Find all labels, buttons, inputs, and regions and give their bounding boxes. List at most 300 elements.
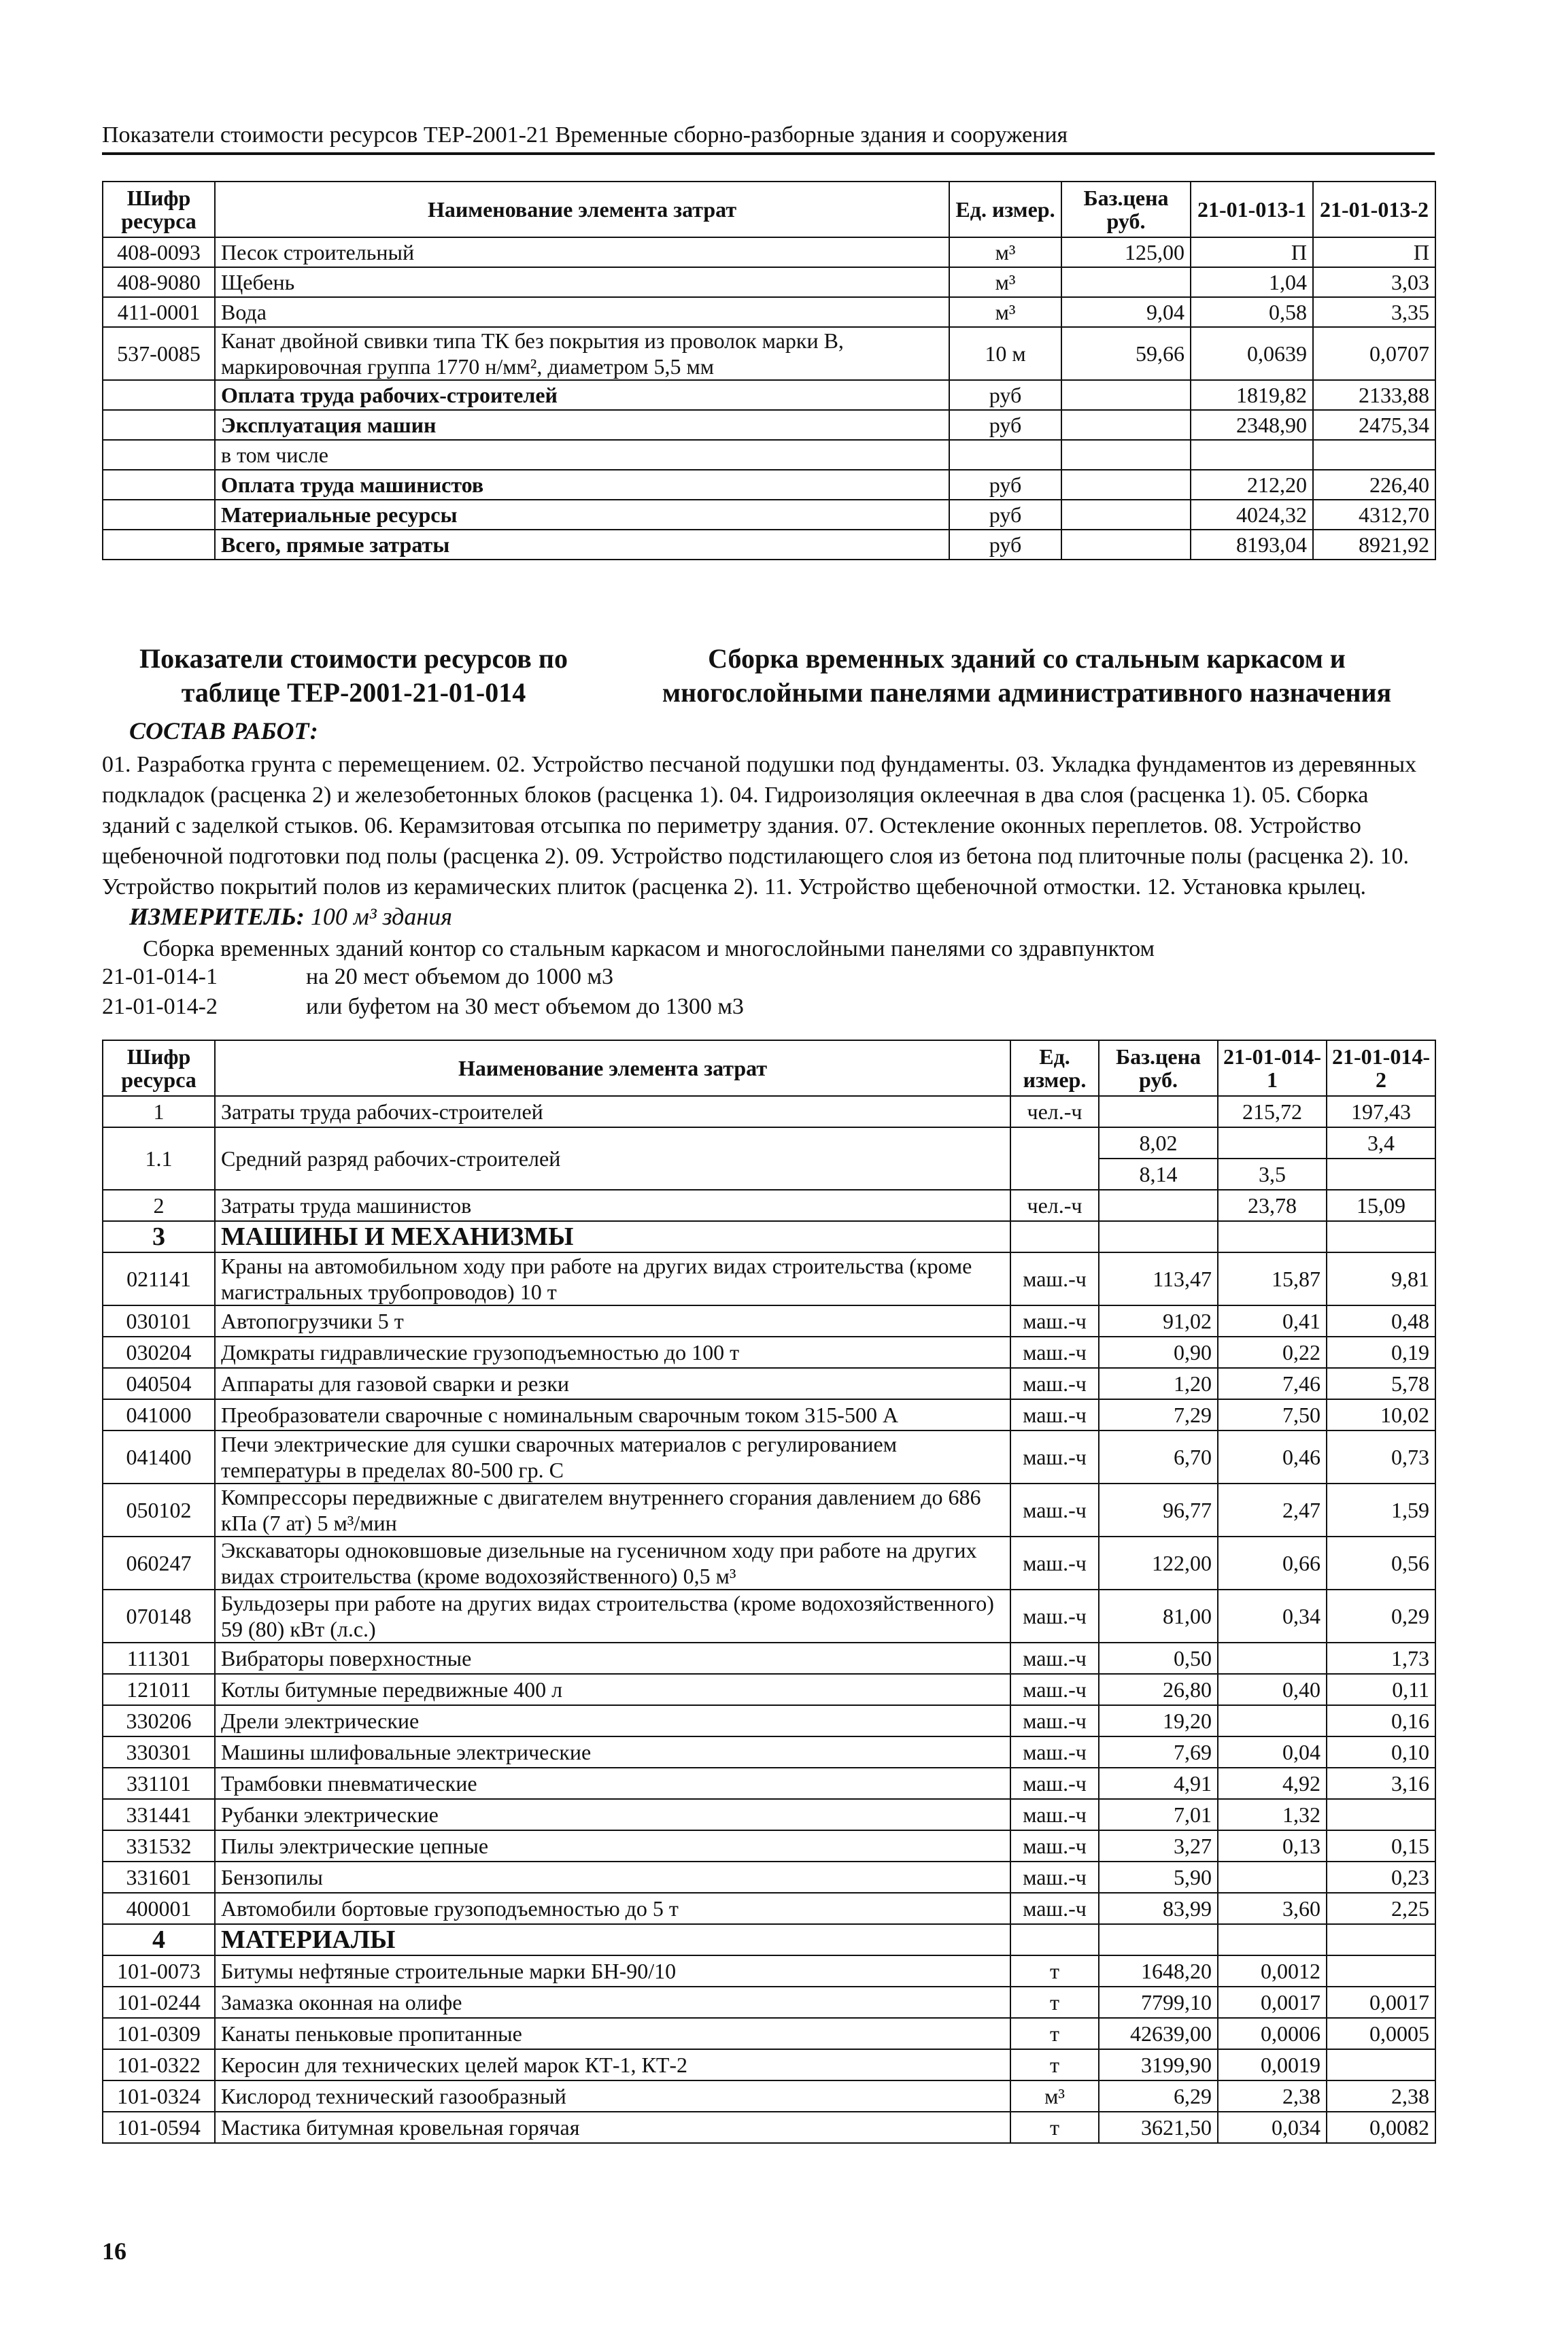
cell-name: Краны на автомобильном ходу при работе на других видах строительства (кроме магистральных трубопроводов) 10 т: [215, 1252, 1010, 1305]
cell-v2: 0,0707: [1313, 327, 1435, 380]
cell-price: [1061, 500, 1191, 530]
col-header-price: Баз.цена руб.: [1061, 182, 1191, 237]
cell-price: 0,50: [1099, 1643, 1218, 1674]
cell-name: Затраты труда машинистов: [215, 1190, 1010, 1221]
cell-code: 101-0322: [103, 2049, 215, 2080]
col-header-code: Шифр ресурса: [103, 182, 215, 237]
cell-v2: 0,73: [1327, 1430, 1435, 1484]
cell-code: [103, 380, 215, 410]
table-row: [103, 2049, 1435, 2080]
cell-v2: 0,23: [1327, 1862, 1435, 1893]
table-row: [103, 1368, 1435, 1399]
variant-2: [102, 992, 1435, 1022]
cell-code: 060247: [103, 1537, 215, 1590]
section-title: [102, 642, 1435, 710]
cell-price: [1061, 410, 1191, 440]
table-row: [103, 1674, 1435, 1705]
cell-unit: т: [1010, 2112, 1099, 2143]
cell-v1: 0,0639: [1191, 327, 1313, 380]
cell-unit: т: [1010, 1955, 1099, 1987]
cell-v2: 3,35: [1313, 297, 1435, 327]
cell-value: 8,02: [1099, 1127, 1218, 1159]
cell-unit: 10 м: [949, 327, 1061, 380]
meter-label: ИЗМЕРИТЕЛЬ:: [129, 903, 305, 930]
table-row: [103, 1305, 1435, 1337]
table-row: [103, 500, 1435, 530]
cell-v2: 0,56: [1327, 1537, 1435, 1590]
cell-code: [103, 500, 215, 530]
cell-unit: маш.-ч: [1010, 1484, 1099, 1537]
cell-name: Эксплуатация машин: [215, 410, 949, 440]
materials-body: [103, 1955, 1435, 2143]
cell-price: 59,66: [1061, 327, 1191, 380]
cell-price: 1648,20: [1099, 1955, 1218, 1987]
cell-price: 3621,50: [1099, 2112, 1218, 2143]
cell-name: Пилы электрические цепные: [215, 1830, 1010, 1862]
section-materials: [103, 1924, 1435, 1955]
cell-v2: 0,11: [1327, 1674, 1435, 1705]
cell-price: [1099, 1096, 1218, 1127]
cell-code: 050102: [103, 1484, 215, 1537]
cell-empty: [1218, 1924, 1327, 1955]
resource-table-013: [102, 181, 1436, 560]
cell-price: 6,29: [1099, 2080, 1218, 2112]
cell-code: 331101: [103, 1768, 215, 1799]
cell-value: 3,4: [1327, 1127, 1435, 1159]
cell-code: 070148: [103, 1590, 215, 1643]
variant-text: или буфетом на 30 мест объемом до 1300 м3: [306, 994, 744, 1019]
table-row: [103, 1430, 1435, 1484]
cell-v1: 0,58: [1191, 297, 1313, 327]
cell-unit: руб: [949, 470, 1061, 500]
cell-v2: 5,78: [1327, 1368, 1435, 1399]
cell-price: [1061, 470, 1191, 500]
cell-v1: 0,0006: [1218, 2018, 1327, 2049]
cell-v1: 4,92: [1218, 1768, 1327, 1799]
cell-price: [1099, 1190, 1218, 1221]
cell-price: 7,29: [1099, 1399, 1218, 1430]
cell-unit: т: [1010, 1987, 1099, 2018]
table-row: [103, 1987, 1435, 2018]
cell-code: 041400: [103, 1430, 215, 1484]
cell-empty: [1010, 1221, 1099, 1252]
title-left: Показатели стоимости ресурсов по таблице ТЕР-2001-21-01-014: [139, 643, 568, 708]
cell-name: Затраты труда рабочих-строителей: [215, 1096, 1010, 1127]
cell-price: 0,90: [1099, 1337, 1218, 1368]
cell-v2: 10,02: [1327, 1399, 1435, 1430]
cell-name: Битумы нефтяные строительные марки БН-90/10: [215, 1955, 1010, 1987]
cell-v1: 0,66: [1218, 1537, 1327, 1590]
description: Сборка временных зданий контор со стальным каркасом и многослойными панелями со здравпунктом: [143, 936, 1155, 961]
cell-v2: 0,15: [1327, 1830, 1435, 1862]
cell-code: 041000: [103, 1399, 215, 1430]
cell-name: Песок строительный: [215, 237, 949, 267]
cell-v2: 2,38: [1327, 2080, 1435, 2112]
cell-name: Оплата труда рабочих-строителей: [215, 380, 949, 410]
cell-v2: [1313, 440, 1435, 470]
col-header-code: Шифр ресурса: [103, 1040, 215, 1096]
cell-v1: 2,47: [1218, 1484, 1327, 1537]
table-row: [103, 267, 1435, 297]
cell-unit: маш.-ч: [1010, 1337, 1099, 1368]
cell-code: 408-0093: [103, 237, 215, 267]
cell-empty: [1327, 1924, 1435, 1955]
cell-code: 400001: [103, 1893, 215, 1924]
cell-price: 4,91: [1099, 1768, 1218, 1799]
cell-code: [103, 530, 215, 560]
cell-v1: 15,87: [1218, 1252, 1327, 1305]
cell-v2: 9,81: [1327, 1252, 1435, 1305]
table-row: [103, 1830, 1435, 1862]
cell-price: 7,01: [1099, 1799, 1218, 1830]
cell-unit: маш.-ч: [1010, 1252, 1099, 1305]
cell-empty: [1327, 1221, 1435, 1252]
cell-code: [103, 410, 215, 440]
cell-unit: маш.-ч: [1010, 1305, 1099, 1337]
col-header-unit: Ед. измер.: [949, 182, 1061, 237]
cell-code: [103, 440, 215, 470]
cell-unit: руб: [949, 410, 1061, 440]
cell-name: Рубанки электрические: [215, 1799, 1010, 1830]
table-row: [103, 1190, 1435, 1221]
cell-empty: [1327, 1159, 1435, 1190]
cell-name: Вибраторы поверхностные: [215, 1643, 1010, 1674]
cell-v2: 0,48: [1327, 1305, 1435, 1337]
cell-v2: 226,40: [1313, 470, 1435, 500]
cell-code: 4: [103, 1924, 215, 1955]
table-row: [103, 1252, 1435, 1305]
cell-v2: 2475,34: [1313, 410, 1435, 440]
table-row: [103, 1893, 1435, 1924]
cell-name: Всего, прямые затраты: [215, 530, 949, 560]
col-header-name: Наименование элемента затрат: [215, 1040, 1010, 1096]
cell-v2: 2,25: [1327, 1893, 1435, 1924]
cell-code: 030101: [103, 1305, 215, 1337]
cell-name: Средний разряд рабочих-строителей: [215, 1127, 1010, 1190]
cell-empty: [1099, 1221, 1218, 1252]
cell-price: 81,00: [1099, 1590, 1218, 1643]
cell-v1: 0,22: [1218, 1337, 1327, 1368]
table-row: [103, 470, 1435, 500]
cell-v2: 0,16: [1327, 1705, 1435, 1736]
cell-empty: [1010, 1924, 1099, 1955]
cell-unit: [1010, 1127, 1099, 1190]
section-row-materials: [103, 1924, 1435, 1955]
cell-v1: [1191, 440, 1313, 470]
cell-unit: маш.-ч: [1010, 1768, 1099, 1799]
cell-unit: м³: [949, 237, 1061, 267]
cell-name: Домкраты гидравлические грузоподъемностью до 100 т: [215, 1337, 1010, 1368]
cell-code: 411-0001: [103, 297, 215, 327]
page-number: 16: [102, 2238, 126, 2265]
cell-v2: 8921,92: [1313, 530, 1435, 560]
cell-value: 8,14: [1099, 1159, 1218, 1190]
cell-price: 91,02: [1099, 1305, 1218, 1337]
cell-price: 113,47: [1099, 1252, 1218, 1305]
cell-v1: 3,60: [1218, 1893, 1327, 1924]
works-text: 01. Разработка грунта с перемещением. 02. Устройство песчаной подушки под фундаменты. 03. Укладка фундаментов из деревянных подкладок (расценка 2) и железобетонных блоков (расценка 1). 04. Гидроизоляция оклеечная в два слоя (расценка 1). 05. Сборка зданий с заделкой стыков. 06. Керамзитовая отсыпка по периметру здания. 07. Остекление оконных переплетов. 08. Устройство щебеночной подготовки под полы (расценка 2). 09. Устройство подстилающего слоя из бетона под плиточные полы (расценка 2). 10. Устройство покрытий полов из керамических плиток (расценка 2). 11. Устройство щебеночной отмостки. 12. Установка крылец.: [102, 752, 1417, 900]
cell-v2: [1327, 1955, 1435, 1987]
cell-price: [1061, 440, 1191, 470]
works-label: СОСТАВ РАБОТ:: [129, 717, 318, 744]
cell-v1: 7,46: [1218, 1368, 1327, 1399]
cell-v2: П: [1313, 237, 1435, 267]
cell-price: [1061, 530, 1191, 560]
cell-name: Экскаваторы одноковшовые дизельные на гусеничном ходу при работе на других видах строительства (кроме водохозяйственного) 0,5 м³: [215, 1537, 1010, 1590]
meter-line: [129, 902, 1435, 931]
resource-table-014: [102, 1040, 1436, 2144]
cell-name: Трамбовки пневматические: [215, 1768, 1010, 1799]
cell-unit: руб: [949, 500, 1061, 530]
cell-unit: маш.-ч: [1010, 1674, 1099, 1705]
table-row: [103, 2080, 1435, 2112]
cell-unit: т: [1010, 2018, 1099, 2049]
variant-text: на 20 мест объемом до 1000 м3: [306, 964, 614, 989]
cell-unit: м³: [1010, 2080, 1099, 2112]
cell-v1: 1,04: [1191, 267, 1313, 297]
cell-v2: 3,03: [1313, 267, 1435, 297]
cell-name: Автомобили бортовые грузоподъемностью до 5 т: [215, 1893, 1010, 1924]
running-header: Показатели стоимости ресурсов ТЕР-2001-21 Временные сборно-разборные здания и сооружения: [102, 122, 1435, 155]
cell-price: 125,00: [1061, 237, 1191, 267]
meter-value: 100 м³ здания: [310, 903, 452, 930]
cell-unit: маш.-ч: [1010, 1830, 1099, 1862]
table-row: [103, 1590, 1435, 1643]
cell-price: 3199,90: [1099, 2049, 1218, 2080]
cell-price: 96,77: [1099, 1484, 1218, 1537]
cell-unit: маш.-ч: [1010, 1590, 1099, 1643]
col-header-v1: 21-01-013-1: [1191, 182, 1313, 237]
cell-name: Канаты пеньковые пропитанные: [215, 2018, 1010, 2049]
cell-unit: маш.-ч: [1010, 1862, 1099, 1893]
cell-v1: [1218, 1643, 1327, 1674]
cell-v1: [1218, 1862, 1327, 1893]
cell-unit: м³: [949, 267, 1061, 297]
cell-v2: 0,10: [1327, 1736, 1435, 1768]
cell-name: Керосин для технических целей марок КТ-1, КТ-2: [215, 2049, 1010, 2080]
cell-v1: 0,41: [1218, 1305, 1327, 1337]
cell-code: 101-0324: [103, 2080, 215, 2112]
cell-unit: маш.-ч: [1010, 1399, 1099, 1430]
cell-code: 030204: [103, 1337, 215, 1368]
cell-unit: чел.-ч: [1010, 1190, 1099, 1221]
variant-code: 21-01-014-2: [102, 994, 218, 1019]
cell-v2: 0,29: [1327, 1590, 1435, 1643]
table-row: [103, 1705, 1435, 1736]
cell-unit: м³: [949, 297, 1061, 327]
table-row: [103, 2018, 1435, 2049]
table-body: [103, 237, 1435, 560]
cell-code: [103, 470, 215, 500]
table-row: [103, 1643, 1435, 1674]
cell-v1: 0,04: [1218, 1736, 1327, 1768]
cell-name: Компрессоры передвижные с двигателем внутреннего сгорания давлением до 686 кПа (7 ат) 5 м³/мин: [215, 1484, 1010, 1537]
cell-v1: 0,0012: [1218, 1955, 1327, 1987]
cell-name: Канат двойной свивки типа ТК без покрытия из проволок марки В, маркировочная группа 1770 н/мм², диаметром 5,5 мм: [215, 327, 949, 380]
cell-v1: 212,20: [1191, 470, 1313, 500]
table-row: [103, 1127, 1435, 1159]
cell-v2: 15,09: [1327, 1190, 1435, 1221]
cell-v1: 1,32: [1218, 1799, 1327, 1830]
cell-unit: маш.-ч: [1010, 1799, 1099, 1830]
col-header-price: Баз.цена руб.: [1099, 1040, 1218, 1096]
cell-code: 330206: [103, 1705, 215, 1736]
table-row: [103, 380, 1435, 410]
cell-v1: 2348,90: [1191, 410, 1313, 440]
table-header-row: [103, 1040, 1435, 1096]
cell-price: [1061, 267, 1191, 297]
cell-code: 1: [103, 1096, 215, 1127]
cell-price: 9,04: [1061, 297, 1191, 327]
cell-v2: 4312,70: [1313, 500, 1435, 530]
cell-v2: 0,0082: [1327, 2112, 1435, 2143]
cell-v2: [1327, 1799, 1435, 1830]
cell-unit: маш.-ч: [1010, 1736, 1099, 1768]
table-row: [103, 1768, 1435, 1799]
cell-code: 021141: [103, 1252, 215, 1305]
cell-price: 19,20: [1099, 1705, 1218, 1736]
col-header-name: Наименование элемента затрат: [215, 182, 949, 237]
cell-name: Замазка оконная на олифе: [215, 1987, 1010, 2018]
table-row: [103, 327, 1435, 380]
cell-v2: 1,59: [1327, 1484, 1435, 1537]
table-header-row: [103, 182, 1435, 237]
cell-code: 331532: [103, 1830, 215, 1862]
cell-price: 42639,00: [1099, 2018, 1218, 2049]
cell-v1: 1819,82: [1191, 380, 1313, 410]
table-row: [103, 1096, 1435, 1127]
cell-v2: 1,73: [1327, 1643, 1435, 1674]
cell-name: Аппараты для газовой сварки и резки: [215, 1368, 1010, 1399]
cell-unit: маш.-ч: [1010, 1705, 1099, 1736]
table-row: [103, 237, 1435, 267]
cell-v1: 0,13: [1218, 1830, 1327, 1862]
table-row: [103, 1399, 1435, 1430]
cell-unit: [949, 440, 1061, 470]
cell-value: 3,5: [1218, 1159, 1327, 1190]
variant-code: 21-01-014-1: [102, 964, 218, 989]
table-row: [103, 1337, 1435, 1368]
col-header-unit: Ед. измер.: [1010, 1040, 1099, 1096]
cell-name: Преобразователи сварочные с номинальным сварочным током 315-500 А: [215, 1399, 1010, 1430]
cell-name: Дрели электрические: [215, 1705, 1010, 1736]
cell-name: Вода: [215, 297, 949, 327]
table-row: [103, 2112, 1435, 2143]
table-row: [103, 297, 1435, 327]
cell-code: 330301: [103, 1736, 215, 1768]
cell-v1: 0,46: [1218, 1430, 1327, 1484]
table-row: [103, 1736, 1435, 1768]
cell-code: 101-0073: [103, 1955, 215, 1987]
section-row-machines: [103, 1221, 1435, 1252]
cell-unit: маш.-ч: [1010, 1368, 1099, 1399]
variant-1: [102, 962, 1435, 992]
cell-v1: 4024,32: [1191, 500, 1313, 530]
cell-price: 7,69: [1099, 1736, 1218, 1768]
table-row: [103, 530, 1435, 560]
cell-name: в том числе: [215, 440, 949, 470]
cell-code: 2: [103, 1190, 215, 1221]
cell-price: 83,99: [1099, 1893, 1218, 1924]
cell-name: Бульдозеры при работе на других видах строительства (кроме водохозяйственного) 59 (80) кВт (л.с.): [215, 1590, 1010, 1643]
cell-v2: [1327, 2049, 1435, 2080]
cell-v2: 197,43: [1327, 1096, 1435, 1127]
cell-v2: 0,19: [1327, 1337, 1435, 1368]
cell-name: Оплата труда машинистов: [215, 470, 949, 500]
table-row: [103, 1955, 1435, 1987]
cell-name: Печи электрические для сушки сварочных материалов с регулированием температуры в пределах 80-500 гр. С: [215, 1430, 1010, 1484]
cell-name: Мастика битумная кровельная горячая: [215, 2112, 1010, 2143]
cell-unit: маш.-ч: [1010, 1430, 1099, 1484]
table-row: [103, 1484, 1435, 1537]
cell-code: 101-0594: [103, 2112, 215, 2143]
cell-code: 3: [103, 1221, 215, 1252]
cell-name: МАТЕРИАЛЫ: [215, 1924, 1010, 1955]
cell-code: 537-0085: [103, 327, 215, 380]
cell-v1: [1218, 1705, 1327, 1736]
cell-v1: 7,50: [1218, 1399, 1327, 1430]
cell-unit: маш.-ч: [1010, 1893, 1099, 1924]
table-body: [103, 1096, 1435, 1252]
cell-price: 7799,10: [1099, 1987, 1218, 2018]
cell-name: Машины шлифовальные электрические: [215, 1736, 1010, 1768]
cell-unit: руб: [949, 380, 1061, 410]
cell-v1: 23,78: [1218, 1190, 1327, 1221]
cell-v1: 2,38: [1218, 2080, 1327, 2112]
table-row: [103, 440, 1435, 470]
cell-name: МАШИНЫ И МЕХАНИЗМЫ: [215, 1221, 1010, 1252]
table-row: [103, 1862, 1435, 1893]
table-row: [103, 1537, 1435, 1590]
cell-price: 1,20: [1099, 1368, 1218, 1399]
cell-price: 5,90: [1099, 1862, 1218, 1893]
cell-code: 1.1: [103, 1127, 215, 1190]
cell-code: 040504: [103, 1368, 215, 1399]
cell-empty: [1218, 1221, 1327, 1252]
cell-code: 408-9080: [103, 267, 215, 297]
cell-v1: 0,34: [1218, 1590, 1327, 1643]
cell-v2: 0,0005: [1327, 2018, 1435, 2049]
cell-v2: 3,16: [1327, 1768, 1435, 1799]
cell-price: 6,70: [1099, 1430, 1218, 1484]
cell-name: Кислород технический газообразный: [215, 2080, 1010, 2112]
cell-v1: 0,40: [1218, 1674, 1327, 1705]
cell-empty: [1099, 1924, 1218, 1955]
cell-v1: 0,0017: [1218, 1987, 1327, 2018]
cell-unit: маш.-ч: [1010, 1643, 1099, 1674]
cell-code: 331601: [103, 1862, 215, 1893]
cell-price: 3,27: [1099, 1830, 1218, 1862]
col-header-v1: 21-01-014-1: [1218, 1040, 1327, 1096]
cell-name: Щебень: [215, 267, 949, 297]
cell-name: Котлы битумные передвижные 400 л: [215, 1674, 1010, 1705]
table-row: [103, 410, 1435, 440]
cell-code: 111301: [103, 1643, 215, 1674]
cell-name: Материальные ресурсы: [215, 500, 949, 530]
col-header-v2: 21-01-014-2: [1327, 1040, 1435, 1096]
title-right: Сборка временных зданий со стальным каркасом и многослойными панелями административного назначения: [662, 643, 1392, 708]
col-header-v2: 21-01-013-2: [1313, 182, 1435, 237]
cell-code: 101-0309: [103, 2018, 215, 2049]
cell-v1: 0,034: [1218, 2112, 1327, 2143]
cell-price: [1061, 380, 1191, 410]
cell-name: Автопогрузчики 5 т: [215, 1305, 1010, 1337]
machines-body: [103, 1252, 1435, 1924]
cell-code: 101-0244: [103, 1987, 215, 2018]
document-page: [102, 122, 1435, 2144]
cell-price: 26,80: [1099, 1674, 1218, 1705]
cell-v1: 215,72: [1218, 1096, 1327, 1127]
